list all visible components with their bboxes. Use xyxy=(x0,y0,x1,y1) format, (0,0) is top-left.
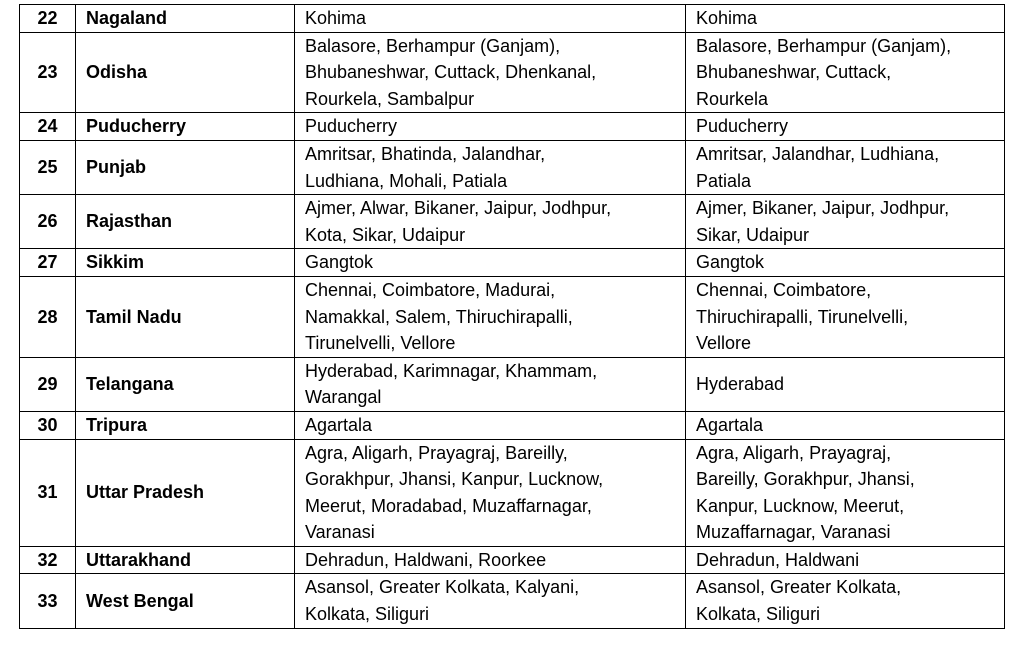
cities-column-b xyxy=(686,113,1005,141)
city-line: Puducherry xyxy=(305,116,398,137)
city-line: Namakkal, Salem, Thiruchirapalli, xyxy=(305,306,573,327)
cities-column-a xyxy=(295,5,686,33)
state-name: Uttar Pradesh xyxy=(76,439,295,546)
city-line: Amritsar, Jalandhar, Ludhiana, xyxy=(696,143,940,164)
cities-column-b xyxy=(686,357,1005,411)
table-row xyxy=(20,195,1005,249)
city-line: Gorakhpur, Jhansi, Kanpur, Lucknow, xyxy=(305,469,604,490)
city-line: Asansol, Greater Kolkata, Kalyani, xyxy=(305,577,580,598)
city-line: Thiruchirapalli, Tirunelvelli, xyxy=(696,306,909,327)
cities-column-b xyxy=(686,195,1005,249)
city-line: Patiala xyxy=(696,170,752,191)
state-name: Sikkim xyxy=(76,249,295,277)
cities-column-b xyxy=(686,5,1005,33)
state-name: Tamil Nadu xyxy=(76,276,295,357)
city-line: Rourkela xyxy=(696,88,769,109)
table-body xyxy=(20,5,1005,629)
table-row xyxy=(20,411,1005,439)
cities-column-a xyxy=(295,249,686,277)
table-row xyxy=(20,574,1005,628)
table-row xyxy=(20,546,1005,574)
cities-column-a xyxy=(295,357,686,411)
state-name: Punjab xyxy=(76,140,295,194)
cities-column-b xyxy=(686,439,1005,546)
row-number: 32 xyxy=(20,546,76,574)
row-number: 25 xyxy=(20,140,76,194)
city-line: Hyderabad, Karimnagar, Khammam, xyxy=(305,360,598,381)
cities-column-b xyxy=(686,32,1005,113)
city-line: Vellore xyxy=(696,333,752,354)
table-row xyxy=(20,5,1005,33)
city-line: Kota, Sikar, Udaipur xyxy=(305,224,466,245)
cities-column-a xyxy=(295,113,686,141)
row-number: 31 xyxy=(20,439,76,546)
city-line: Agartala xyxy=(696,414,764,435)
state-name: Tripura xyxy=(76,411,295,439)
city-line: Bareilly, Gorakhpur, Jhansi, xyxy=(696,469,915,490)
state-name: Puducherry xyxy=(76,113,295,141)
city-line: Balasore, Berhampur (Ganjam), xyxy=(696,35,952,56)
city-line: Agartala xyxy=(305,414,373,435)
table-row xyxy=(20,140,1005,194)
table-row xyxy=(20,439,1005,546)
city-line: Varanasi xyxy=(305,522,375,543)
state-name: West Bengal xyxy=(76,574,295,628)
city-line: Ludhiana, Mohali, Patiala xyxy=(305,170,508,191)
row-number: 22 xyxy=(20,5,76,33)
table-row xyxy=(20,113,1005,141)
cities-column-a xyxy=(295,574,686,628)
state-name: Nagaland xyxy=(76,5,295,33)
state-name: Rajasthan xyxy=(76,195,295,249)
state-name: Odisha xyxy=(76,32,295,113)
row-number: 33 xyxy=(20,574,76,628)
city-line: Chennai, Coimbatore, xyxy=(696,279,872,300)
city-line: Agra, Aligarh, Prayagraj, Bareilly, xyxy=(305,442,568,463)
cities-column-b xyxy=(686,249,1005,277)
state-name: Telangana xyxy=(76,357,295,411)
cities-column-b xyxy=(686,546,1005,574)
table-row xyxy=(20,357,1005,411)
city-line: Balasore, Berhampur (Ganjam), xyxy=(305,35,561,56)
states-cities-table xyxy=(19,4,1005,629)
row-number: 28 xyxy=(20,276,76,357)
city-line: Ajmer, Bikaner, Jaipur, Jodhpur, xyxy=(696,198,950,219)
city-line: Bhubaneshwar, Cuttack, xyxy=(696,62,892,83)
cities-column-a xyxy=(295,195,686,249)
city-line: Dehradun, Haldwani, Roorkee xyxy=(305,549,547,570)
city-line: Amritsar, Bhatinda, Jalandhar, xyxy=(305,143,546,164)
state-name: Uttarakhand xyxy=(76,546,295,574)
row-number: 23 xyxy=(20,32,76,113)
cities-column-a xyxy=(295,276,686,357)
city-line: Kohima xyxy=(305,8,367,28)
city-line: Rourkela, Sambalpur xyxy=(305,88,475,109)
cities-column-a xyxy=(295,439,686,546)
cities-column-b xyxy=(686,574,1005,628)
city-line: Kolkata, Siliguri xyxy=(305,604,430,625)
city-line: Puducherry xyxy=(696,116,789,137)
row-number: 30 xyxy=(20,411,76,439)
cities-column-b xyxy=(686,411,1005,439)
cities-column-b xyxy=(686,140,1005,194)
row-number: 27 xyxy=(20,249,76,277)
city-line: Tirunelvelli, Vellore xyxy=(305,333,456,354)
city-line: Kohima xyxy=(696,8,758,28)
table-row xyxy=(20,32,1005,113)
table-row xyxy=(20,249,1005,277)
cities-column-a xyxy=(295,140,686,194)
cities-column-a xyxy=(295,546,686,574)
city-line: Gangtok xyxy=(305,252,374,273)
city-line: Kolkata, Siliguri xyxy=(696,604,821,625)
city-line: Asansol, Greater Kolkata, xyxy=(696,577,902,598)
cities-column-a xyxy=(295,32,686,113)
city-line: Chennai, Coimbatore, Madurai, xyxy=(305,279,556,300)
city-line: Muzaffarnagar, Varanasi xyxy=(696,522,891,543)
cities-column-b xyxy=(686,276,1005,357)
city-line: Sikar, Udaipur xyxy=(696,224,810,245)
row-number: 26 xyxy=(20,195,76,249)
city-line: Kanpur, Lucknow, Meerut, xyxy=(696,495,905,516)
table-row xyxy=(20,276,1005,357)
city-line: Hyderabad xyxy=(696,374,785,395)
city-line: Bhubaneshwar, Cuttack, Dhenkanal, xyxy=(305,62,597,83)
city-line: Agra, Aligarh, Prayagraj, xyxy=(696,442,892,463)
cities-column-a xyxy=(295,411,686,439)
row-number: 24 xyxy=(20,113,76,141)
city-line: Gangtok xyxy=(696,252,765,273)
city-line: Warangal xyxy=(305,387,382,408)
city-line: Dehradun, Haldwani xyxy=(696,549,860,570)
city-line: Ajmer, Alwar, Bikaner, Jaipur, Jodhpur, xyxy=(305,198,612,219)
row-number: 29 xyxy=(20,357,76,411)
city-line: Meerut, Moradabad, Muzaffarnagar, xyxy=(305,495,592,516)
